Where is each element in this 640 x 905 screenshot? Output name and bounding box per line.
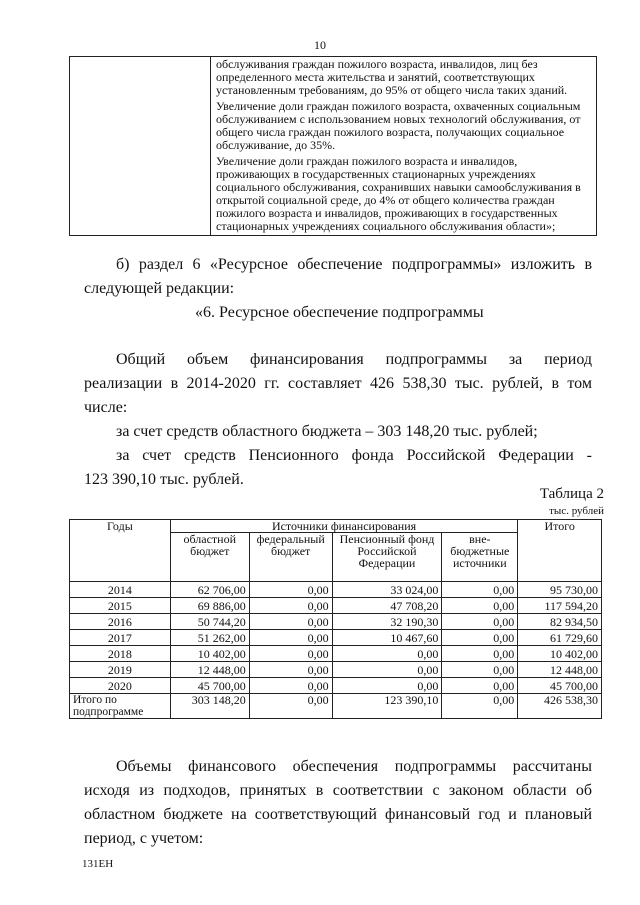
total-cell: 117 594,20	[518, 598, 602, 614]
header-extrabudget: вне-бюджетные источники	[442, 533, 518, 582]
financing-table	[69, 519, 602, 719]
continued-table	[69, 56, 597, 236]
extra-cell: 0,00	[442, 662, 518, 678]
total-label-cell: Итого по подпрограмме	[70, 694, 171, 719]
empty-cell	[70, 57, 211, 236]
extra-cell: 0,00	[442, 582, 518, 598]
year-cell: 2015	[70, 598, 171, 614]
federal-total-cell: 0,00	[249, 694, 332, 719]
extra-cell: 0,00	[442, 678, 518, 694]
section-title: «6. Ресурсное обеспечение подпрограммы	[195, 304, 484, 321]
regional-total-cell: 303 148,20	[170, 694, 249, 719]
extra-cell: 0,00	[442, 630, 518, 646]
pension-line2: 123 390,10 тыс. рублей.	[84, 471, 244, 488]
indicator-paragraph: обслуживания граждан пожилого возраста, инвалидов, лиц без определенного места жительства и занятий, соответствующих установленным требованиям, до 95% от общего числа таких зданий.	[216, 57, 568, 97]
regional-cell: 51 262,00	[170, 630, 249, 646]
footer-code: 131ЕН	[82, 858, 114, 870]
federal-cell: 0,00	[249, 678, 332, 694]
page-number: 10	[314, 38, 326, 52]
total-cell: 45 700,00	[518, 678, 602, 694]
total-cell: 95 730,00	[518, 582, 602, 598]
total-line1: Общий объем финансирования подпрограммы за период	[116, 351, 592, 368]
pension-cell: 32 190,30	[332, 614, 442, 630]
regional-cell: 10 402,00	[170, 646, 249, 662]
total-line3: числе:	[84, 399, 128, 416]
extra-cell: 0,00	[442, 598, 518, 614]
header-sources: Источники финансирования	[170, 520, 517, 533]
bottom-line2: исходя из подходов, принятых в соответствии с законом области об	[84, 782, 592, 799]
pension-total-cell: 123 390,10	[332, 694, 442, 719]
table-row	[70, 646, 602, 662]
table-row	[70, 662, 602, 678]
grand-total-cell: 426 538,30	[518, 694, 602, 719]
year-cell: 2019	[70, 662, 171, 678]
federal-cell: 0,00	[249, 582, 332, 598]
table-caption: Таблица 2	[539, 486, 604, 502]
regional-cell: 12 448,00	[170, 662, 249, 678]
table-row	[70, 614, 602, 630]
pension-cell: 0,00	[332, 662, 442, 678]
year-cell: 2014	[70, 582, 171, 598]
table-row	[70, 678, 602, 694]
pension-cell: 10 467,60	[332, 630, 442, 646]
indicator-paragraph: Увеличение доли граждан пожилого возраста и инвалидов, проживающих в государственных стационарных учреждениях социального обслуживания, сохранивших навыки самообслуживания в открытой социальной среде, до 4% от общего количества граждан пожилого возраста и инвалидов, проживающих в государственных стационарных учреждениях социального обслуживания области»;	[216, 154, 581, 233]
regional-cell: 45 700,00	[170, 678, 249, 694]
federal-cell: 0,00	[249, 662, 332, 678]
amend-b-line1: б) раздел 6 «Ресурсное обеспечение подпрограммы» изложить в	[116, 256, 592, 273]
bottom-line1: Объемы финансового обеспечения подпрограммы рассчитаны	[116, 758, 592, 775]
table-total-row	[70, 694, 602, 719]
extra-total-cell: 0,00	[442, 694, 518, 719]
federal-cell: 0,00	[249, 630, 332, 646]
header-years: Годы	[70, 520, 171, 582]
federal-cell: 0,00	[249, 598, 332, 614]
total-line2: реализации в 2014-2020 гг. составляет 426 538,30 тыс. рублей, в том	[84, 375, 592, 392]
pension-cell: 47 708,20	[332, 598, 442, 614]
table-units: тыс. рублей	[549, 505, 604, 517]
total-cell: 61 729,60	[518, 630, 602, 646]
bottom-line3: областном бюджете на соответствующий финансовый год и плановый	[84, 806, 592, 823]
bottom-line4: период, с учетом:	[84, 830, 204, 847]
indicators-cell	[211, 57, 597, 236]
pension-cell: 33 024,00	[332, 582, 442, 598]
year-cell: 2016	[70, 614, 171, 630]
total-cell: 82 934,50	[518, 614, 602, 630]
year-cell: 2017	[70, 630, 171, 646]
federal-cell: 0,00	[249, 614, 332, 630]
regional-cell: 69 886,00	[170, 598, 249, 614]
extra-cell: 0,00	[442, 614, 518, 630]
regional-budget-line: за счет средств областного бюджета – 303 148,20 тыс. рублей;	[116, 423, 538, 440]
table-row	[70, 630, 602, 646]
federal-cell: 0,00	[249, 646, 332, 662]
pension-line1: за счет средств Пенсионного фонда Российской Федерации -	[116, 447, 592, 464]
regional-cell: 62 706,00	[170, 582, 249, 598]
header-federal: федеральный бюджет	[249, 533, 332, 582]
pension-cell: 0,00	[332, 646, 442, 662]
year-cell: 2018	[70, 646, 171, 662]
year-cell: 2020	[70, 678, 171, 694]
total-cell: 12 448,00	[518, 662, 602, 678]
total-cell: 10 402,00	[518, 646, 602, 662]
header-total: Итого	[518, 520, 602, 582]
header-regional: областной бюджет	[170, 533, 249, 582]
indicator-paragraph: Увеличение доли граждан пожилого возраста, охваченных социальным обслуживанием с использованием новых технологий обслуживания, от общего числа граждан пожилого возраста, получающих социальное обслуживание, до 35%.	[216, 99, 581, 152]
regional-cell: 50 744,20	[170, 614, 249, 630]
table-row	[70, 582, 602, 598]
amend-b-line2: следующей редакции:	[84, 280, 235, 297]
extra-cell: 0,00	[442, 646, 518, 662]
header-pension: Пенсионный фонд Российской Федерации	[332, 533, 442, 582]
table-row	[70, 598, 602, 614]
pension-cell: 0,00	[332, 678, 442, 694]
